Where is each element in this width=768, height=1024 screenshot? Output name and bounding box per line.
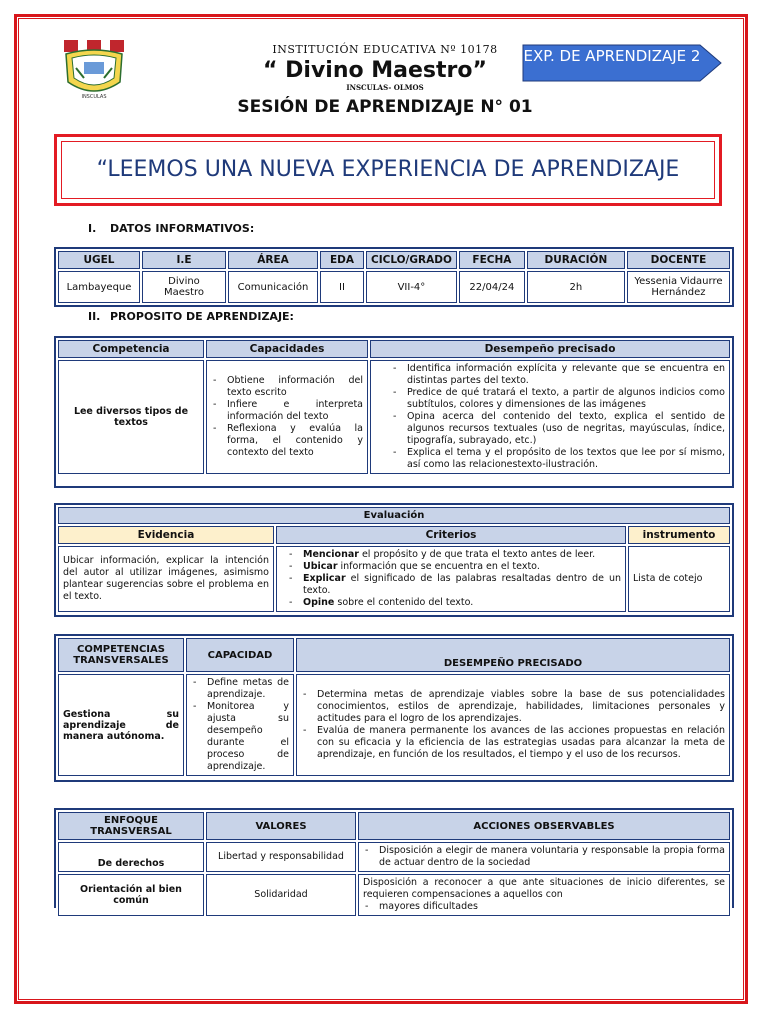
datos-cell-area: Comunicación [228, 271, 318, 303]
datos-table [56, 249, 732, 305]
section-label: PROPOSITO DE APRENDIZAJE: [110, 310, 294, 323]
accion-lead: Disposición a reconocer a que ante situaciones de inicio diferentes, se requieren compensaciones a aquellos con [363, 877, 725, 900]
evaluacion-instrumento: Lista de cotejo [628, 546, 730, 612]
list-item: - Predice de qué tratará el texto, a partir de algunos indicios como subtítulos, colores y dimensiones de las imágenes [403, 387, 725, 411]
evaluacion-evidencia: Ubicar información, explicar la intención del autor al utilizar imágenes, asimismo plantear sugerencias sobre el problema en el texto. [58, 546, 274, 612]
institution-name: INSTITUCIÓN EDUCATIVA Nº 10178 [272, 43, 498, 56]
evaluacion-header: instrumento [628, 526, 730, 544]
transversales-table [56, 636, 732, 778]
logo-caption: INSCULAS [81, 94, 107, 100]
list-item [299, 549, 621, 561]
datos-header: DURACIÓN [527, 251, 625, 269]
list-item: - Monitorea y ajusta su desempeño durante el proceso de aprendizaje. [203, 701, 289, 773]
datos-header: ÁREA [228, 251, 318, 269]
criterio-verb: Ubicar [303, 561, 338, 572]
acciones-list [363, 845, 725, 869]
list-item [299, 561, 621, 573]
section-number: I. [88, 222, 97, 235]
criterio-verb: Opine [303, 597, 335, 608]
section-label: DATOS INFORMATIVOS: [110, 222, 255, 235]
datos-header: UGEL [58, 251, 140, 269]
transversales-header: COMPETENCIAS TRANSVERSALES [58, 638, 184, 672]
evaluacion-header: Criterios [276, 526, 626, 544]
transversales-desempenos [296, 674, 730, 776]
list-item: - Obtiene información del texto escrito [223, 375, 363, 399]
session-title: SESIÓN DE APRENDIZAJE N° 01 [237, 97, 533, 117]
experience-tag-label: EXP. DE APRENDIZAJE 2 [523, 48, 701, 65]
datos-cell-fecha: 22/04/24 [459, 271, 525, 303]
section-datos-heading [88, 222, 254, 235]
section-proposito-heading [88, 310, 294, 323]
enfoques-header: ACCIONES OBSERVABLES [358, 812, 730, 840]
evaluacion-title: Evaluación [58, 507, 730, 524]
proposito-header: Desempeño precisado [370, 340, 730, 358]
proposito-header: Capacidades [206, 340, 368, 358]
evaluacion-table [56, 505, 732, 614]
list-item: - Disposición a elegir de manera voluntaria y responsable la propia forma de actuar dentro de la sociedad [375, 845, 725, 869]
acciones-list [363, 901, 725, 913]
enfoque-name: De derechos [58, 842, 204, 872]
datos-cell-docente: Yessenia Vidaurre Hernández [627, 271, 730, 303]
datos-cell-ie: Divino Maestro [142, 271, 226, 303]
datos-cell-eda: II [320, 271, 364, 303]
enfoque-name: Orientación al bien común [58, 874, 204, 916]
criterio-text: el propósito y de que trata el texto antes de leer. [358, 549, 596, 560]
criterio-text: sobre el contenido del texto. [334, 597, 474, 608]
capacidad-list [191, 677, 289, 773]
list-item [299, 573, 621, 597]
proposito-competencia: Lee diversos tipos de textos [58, 360, 204, 474]
proposito-desempenos [370, 360, 730, 474]
criterio-text: el significado de las palabras resaltadas dentro de un texto. [303, 573, 621, 596]
school-name: “ Divino Maestro” [263, 58, 487, 83]
transversales-capacidades [186, 674, 294, 776]
datos-header: FECHA [459, 251, 525, 269]
proposito-table [56, 338, 732, 476]
evaluacion-header: Evidencia [58, 526, 274, 544]
transversales-competencia: Gestiona su aprendizaje de manera autónoma. [58, 674, 184, 776]
criterio-text: información que se encuentra en el texto. [337, 561, 540, 572]
desempeno-transversal-list [301, 689, 725, 761]
list-item: - Infiere e interpreta información del texto [223, 399, 363, 423]
enfoque-acciones [358, 842, 730, 872]
criterio-verb: Mencionar [303, 549, 359, 560]
session-topic-box [54, 134, 722, 206]
list-item: - Identifica información explícita y relevante que se encuentra en distintas partes del texto. [403, 363, 725, 387]
section-number: II. [88, 310, 101, 323]
datos-cell-ugel: Lambayeque [58, 271, 140, 303]
datos-cell-duracion: 2h [527, 271, 625, 303]
evaluacion-table-frame [54, 503, 734, 617]
list-item: - Determina metas de aprendizaje viables sobre la base de sus potencialidades conocimientos, estilos de aprendizaje, habilidades, limitaciones personales y actitudes para el logro de los aprendizajes. [313, 689, 725, 725]
evaluacion-criterios [276, 546, 626, 612]
list-item: - Define metas de aprendizaje. [203, 677, 289, 701]
capacidades-list [211, 375, 363, 459]
school-logo [62, 38, 126, 100]
enfoque-valor: Libertad y responsabilidad [206, 842, 356, 872]
transversales-header: DESEMPEÑO PRECISADO [296, 638, 730, 672]
proposito-header: Competencia [58, 340, 204, 358]
list-item: - mayores dificultades [375, 901, 725, 913]
list-item: - Explica el tema y el propósito de los textos que lee por sí mismo, así como las relacionestexto-ilustración. [403, 447, 725, 471]
datos-header: CICLO/GRADO [366, 251, 457, 269]
session-topic: “LEEMOS UNA NUEVA EXPERIENCIA DE APRENDIZAJE [61, 141, 715, 199]
datos-header: EDA [320, 251, 364, 269]
enfoque-acciones [358, 874, 730, 916]
enfoques-table-frame [54, 808, 734, 912]
enfoques-header: VALORES [206, 812, 356, 840]
enfoque-valor: Solidaridad [206, 874, 356, 916]
list-item: - Opina acerca del contenido del texto, explica el sentido de algunos recursos textuales (uso de negritas, mayúsculas, índice, tipografía, subrayado, etc.) [403, 411, 725, 447]
criterio-verb: Explicar [303, 573, 346, 584]
proposito-table-frame [54, 336, 734, 488]
transversales-header: CAPACIDAD [186, 638, 294, 672]
list-item [299, 597, 621, 609]
transversales-table-frame [54, 634, 734, 782]
datos-cell-ciclo: VII-4° [366, 271, 457, 303]
enfoques-header: ENFOQUE TRANSVERSAL [58, 812, 204, 840]
datos-table-frame [54, 247, 734, 307]
school-location: INSCULAS- OLMOS [346, 83, 424, 92]
desempenos-list [385, 363, 725, 471]
list-item: - Evalúa de manera permanente los avances de las acciones propuestas en relación con su eficacia y la eficiencia de las estrategias usadas para alcanzar la meta de aprendizaje, en función de los resultados, el tiempo y el uso de los recursos. [313, 725, 725, 761]
list-item: - Reflexiona y evalúa la forma, el contenido y contexto del texto [223, 423, 363, 459]
criterios-list [281, 549, 621, 609]
enfoques-table [56, 810, 732, 918]
datos-header: DOCENTE [627, 251, 730, 269]
proposito-capacidades [206, 360, 368, 474]
datos-header: I.E [142, 251, 226, 269]
